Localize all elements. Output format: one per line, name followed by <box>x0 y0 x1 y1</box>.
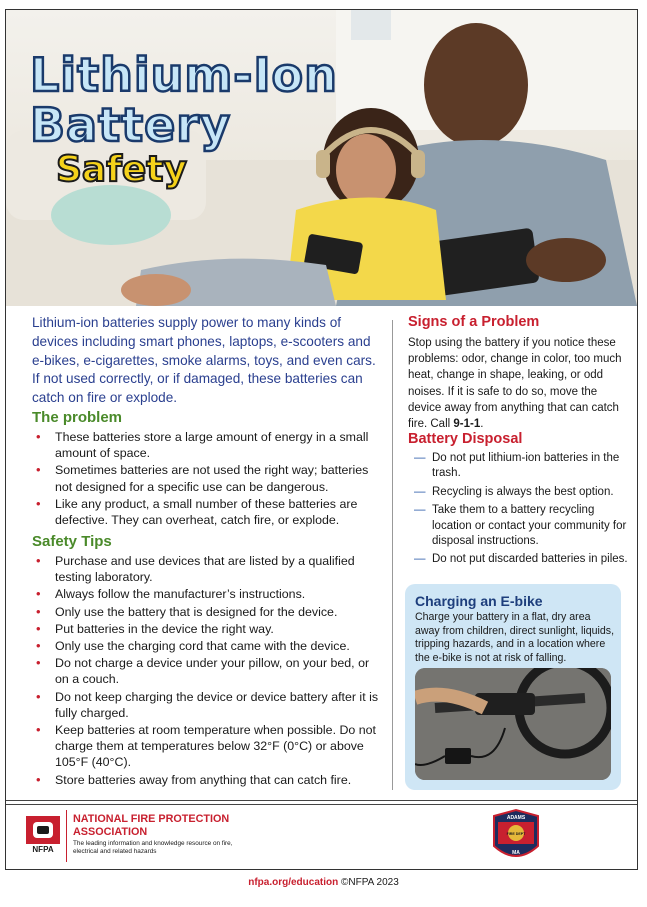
list-item: • Purchase and use devices that are listed by a qualified testing laboratory. <box>32 553 380 585</box>
nfpa-logo-icon <box>26 816 60 854</box>
list-item: — Do not put discarded batteries in piles. <box>408 552 630 567</box>
problem-list <box>32 429 380 529</box>
svg-text:MA: MA <box>512 850 520 856</box>
column-divider <box>392 320 393 790</box>
disposal-list <box>408 451 630 571</box>
list-item: • Do not keep charging the device or device battery after it is fully charged. <box>32 689 380 721</box>
ebike-callout <box>405 584 621 790</box>
list-item: • Only use the charging cord that came with the device. <box>32 638 380 654</box>
fire-dept-patch-icon <box>492 808 540 866</box>
list-item: • Keep batteries at room temperature when possible. Do not charge them at temperatures below 32°F (0°C) or above 105°F (40°C). <box>32 722 380 771</box>
problem-heading: The problem <box>32 409 123 426</box>
hero-photo <box>6 10 637 306</box>
list-item: • These batteries store a large amount of energy in a small amount of space. <box>32 429 380 461</box>
safety-tips-heading: Safety Tips <box>32 533 112 550</box>
svg-text:FIRE DEPT: FIRE DEPT <box>506 832 526 836</box>
disposal-heading: Battery Disposal <box>408 431 523 447</box>
list-item: — Recycling is always the best option. <box>408 485 630 500</box>
list-item: — Do not put lithium-ion batteries in the trash. <box>408 451 630 482</box>
flyer-page <box>5 9 638 870</box>
ebike-heading: Charging an E-bike <box>415 593 543 609</box>
signs-text-end: . <box>480 418 484 431</box>
list-item: • Only use the battery that is designed for the device. <box>32 604 380 620</box>
footer-separator <box>66 810 67 862</box>
ebike-text: Charge your battery in a flat, dry area away from children, direct sunlight, liquids, tripping hazards, and in a location where the e-bike is not at risk of falling. <box>415 611 615 664</box>
list-item: • Do not charge a device under your pillow, on your bed, or on a couch. <box>32 655 380 687</box>
intro-paragraph: Lithium-ion batteries supply power to many kinds of devices including smart phones, laptops, e-scooters and e-bikes, e-cigarettes, smoke alarms, toys, and even cars. If not used correctly, or if damaged, these batteries can catch on fire or explode. <box>32 315 376 406</box>
signs-paragraph <box>408 335 630 432</box>
nfpa-name: NATIONAL FIRE PROTECTION ASSOCIATION <box>73 813 230 838</box>
title-line-2: Battery <box>30 98 231 152</box>
copyright-text: ©NFPA 2023 <box>341 877 399 888</box>
nfpa-tagline: The leading information and knowledge resource on fire, electrical and related hazards <box>73 840 233 855</box>
emergency-number: 9-1-1 <box>453 418 481 431</box>
ebike-charging-photo <box>415 668 611 780</box>
footer-credit <box>0 877 647 888</box>
svg-text:ADAMS: ADAMS <box>506 815 526 821</box>
list-item: • Like any product, a small number of these batteries are defective. They can overheat, catch fire, or explode. <box>32 496 380 528</box>
safety-tips-list <box>32 553 380 789</box>
title-line-3: Safety <box>56 149 187 190</box>
title-line-1: Lithium-Ion <box>30 48 338 102</box>
list-item: — Take them to a battery recycling location or contact your community for disposal instructions. <box>408 503 630 549</box>
signs-heading: Signs of a Problem <box>408 314 540 330</box>
list-item: • Store batteries away from anything that can catch fire. <box>32 772 380 788</box>
list-item: • Always follow the manufacturer’s instructions. <box>32 586 380 602</box>
list-item: • Sometimes batteries are not used the right way; batteries not designed for a specific use can be dangerous. <box>32 462 380 494</box>
svg-text:NFPA: NFPA <box>32 845 54 854</box>
signs-text: Stop using the battery if you notice these problems: odor, change in color, too much heat, change in shape, leaking, or odd noises. If it is safe to do so, move the device away from anything that can catch fire. Call <box>408 337 622 431</box>
list-item: • Put batteries in the device the right way. <box>32 621 380 637</box>
footer-rule <box>6 800 637 805</box>
nfpa-url-link[interactable]: nfpa.org/education <box>248 877 339 888</box>
